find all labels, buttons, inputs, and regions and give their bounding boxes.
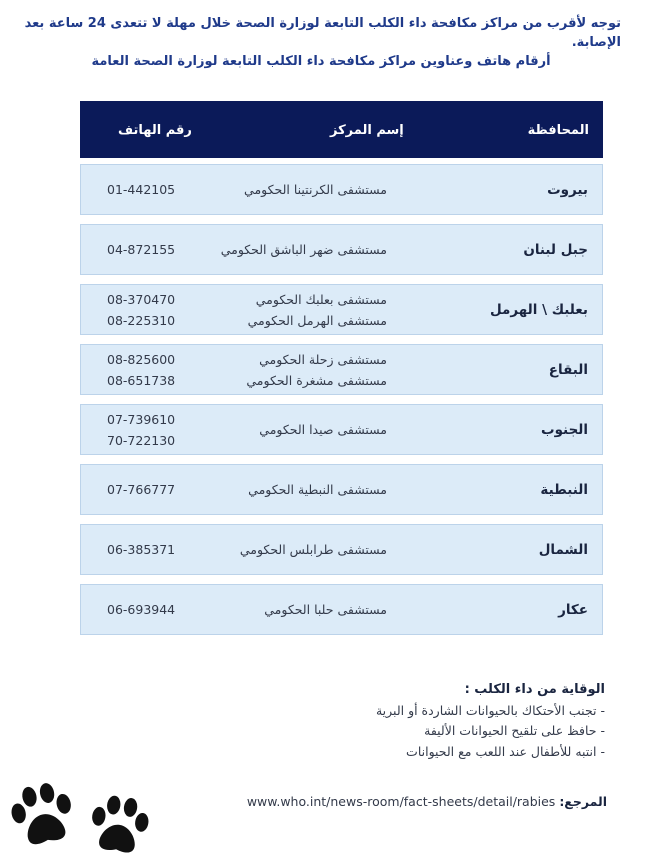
phone-number: 06-385371 bbox=[107, 542, 176, 557]
phone-number: 01-442105 bbox=[107, 182, 176, 197]
governorate-cell: الجنوب bbox=[541, 421, 588, 438]
center-name: مستشفى النبطية الحكومي bbox=[248, 482, 387, 497]
center-cell bbox=[248, 465, 387, 514]
phone-number: 08-370470 bbox=[107, 291, 176, 307]
phone-number: 06-693944 bbox=[107, 602, 176, 617]
center-name: مستشفى مشغرة الحكومي bbox=[246, 372, 387, 388]
phone-cell bbox=[107, 585, 175, 634]
center-name: مستشفى صيدا الحكومي bbox=[259, 422, 387, 437]
center-name: مستشفى الكرنتينا الحكومي bbox=[244, 182, 387, 197]
center-cell bbox=[259, 405, 387, 454]
table-header bbox=[80, 101, 603, 158]
governorate-cell: عكار bbox=[558, 601, 588, 618]
phone-cell bbox=[107, 405, 175, 454]
center-name: مستشفى حلبا الحكومي bbox=[264, 602, 387, 617]
table-row bbox=[80, 224, 603, 275]
header-center: إسم المركز bbox=[330, 123, 404, 138]
paw-print-icon bbox=[6, 782, 84, 852]
intro-line-2: أرقام هاتف وعناوين مراكز مكافحة داء الكلب التابعة لوزارة الصحة العامة bbox=[91, 54, 551, 69]
phone-number: 08-651738 bbox=[107, 372, 176, 388]
phone-cell bbox=[107, 285, 175, 334]
table-row bbox=[80, 524, 603, 575]
phone-cell bbox=[107, 525, 175, 574]
governorate-cell: بعلبك \ الهرمل bbox=[489, 301, 588, 318]
prevention-section bbox=[305, 680, 605, 762]
reference-link[interactable]: www.who.int/news-room/fact-sheets/detail/rabies bbox=[246, 794, 556, 809]
center-cell bbox=[248, 285, 387, 334]
phone-cell bbox=[107, 165, 175, 214]
reference bbox=[247, 794, 607, 809]
governorate-cell: جبل لبنان bbox=[523, 241, 588, 258]
governorate-cell: البقاع bbox=[548, 361, 588, 378]
prevention-item: - تجنب الأحتكاك بالحيوانات الشاردة أو البرية bbox=[375, 702, 605, 718]
table-row bbox=[80, 464, 603, 515]
center-cell bbox=[221, 225, 387, 274]
phone-cell bbox=[107, 225, 175, 274]
table-row bbox=[80, 404, 603, 455]
phone-number: 07-766777 bbox=[107, 482, 176, 497]
prevention-title: الوقاية من داء الكلب : bbox=[464, 682, 605, 697]
governorate-cell: بيروت bbox=[547, 181, 588, 198]
prevention-item: - انتبه للأطفال عند اللعب مع الحيوانات bbox=[406, 743, 605, 759]
phone-cell bbox=[107, 345, 175, 394]
center-cell bbox=[264, 585, 387, 634]
intro-line-1: توجه لأقرب من مراكز مكافحة داء الكلب التابعة لوزارة الصحة خلال مهلة لا تتعدى 24 ساعة بعد الإصابة. bbox=[24, 16, 621, 50]
reference-label: المرجع: bbox=[559, 794, 607, 809]
header-governorate: المحافظة bbox=[527, 123, 589, 138]
table-row bbox=[80, 164, 603, 215]
prevention-item: - حافظ على تلقيح الحيوانات الأليفة bbox=[424, 723, 605, 738]
phone-number: 08-825600 bbox=[107, 351, 176, 367]
center-name: مستشفى الهرمل الحكومي bbox=[247, 312, 387, 328]
intro-text bbox=[21, 14, 621, 71]
center-cell bbox=[244, 165, 387, 214]
phone-number: 04-872155 bbox=[107, 242, 176, 257]
table-row bbox=[80, 344, 603, 395]
phone-number: 08-225310 bbox=[107, 312, 176, 328]
table-row bbox=[80, 284, 603, 335]
center-cell bbox=[246, 345, 387, 394]
phone-cell bbox=[107, 465, 175, 514]
governorate-cell: الشمال bbox=[538, 541, 588, 558]
center-name: مستشفى طرابلس الحكومي bbox=[239, 542, 387, 557]
table-row bbox=[80, 584, 603, 635]
center-name: مستشفى ضهر الباشق الحكومي bbox=[220, 242, 387, 257]
paw-print-icon bbox=[84, 795, 158, 861]
governorate-cell: النبطية bbox=[540, 481, 588, 498]
phone-number: 70-722130 bbox=[107, 432, 176, 448]
center-name: مستشفى بعلبك الحكومي bbox=[255, 291, 387, 307]
center-name: مستشفى زحلة الحكومي bbox=[259, 351, 387, 367]
phone-number: 07-739610 bbox=[107, 411, 176, 427]
center-cell bbox=[240, 525, 387, 574]
header-phone: رقم الهاتف bbox=[118, 123, 192, 138]
